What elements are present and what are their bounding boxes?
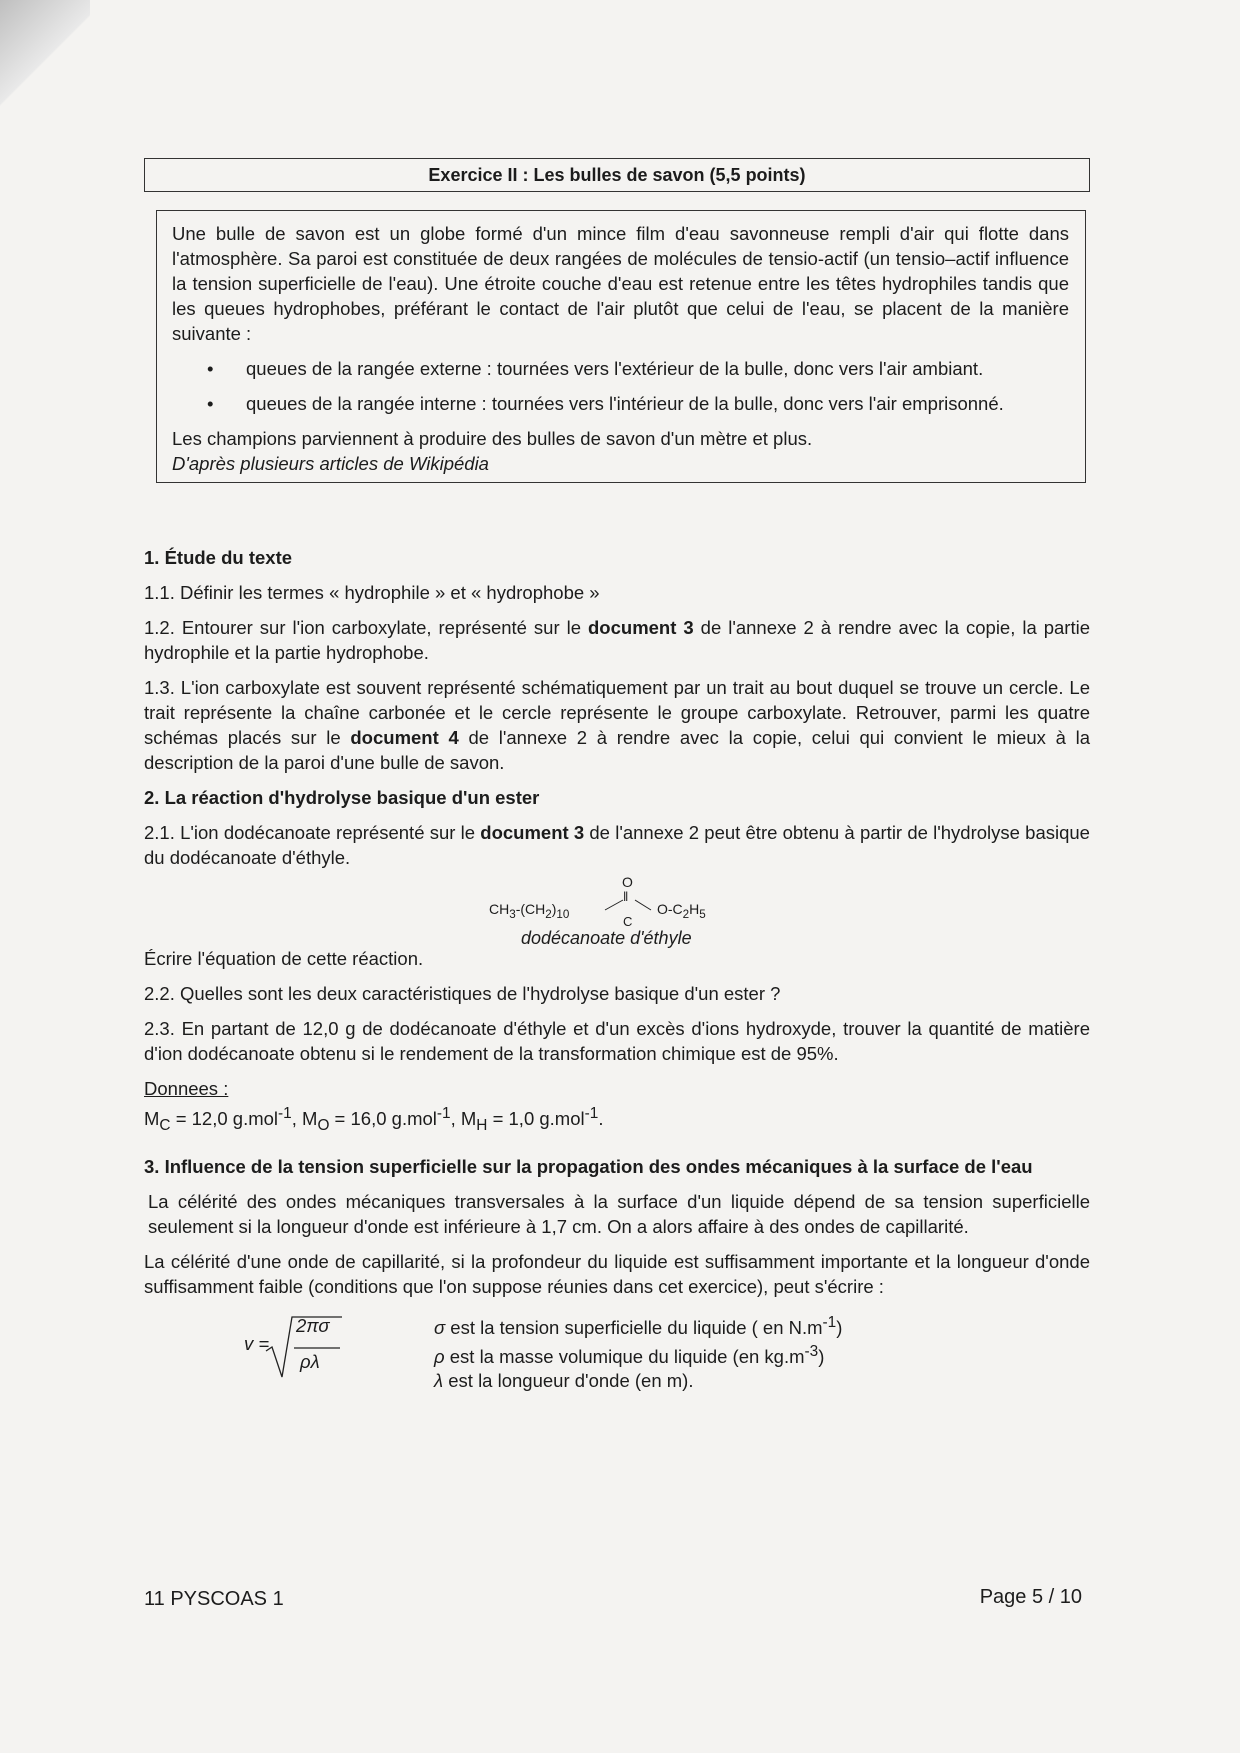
intro-bullet-2 [172, 391, 1069, 416]
page-fold-corner [0, 0, 90, 170]
formula-numerator: 2πσ [296, 1314, 330, 1336]
ester-carbon: ‖ C [623, 889, 633, 929]
ester-structure [489, 870, 729, 946]
question-2-3: 2.3. En partant de 12,0 g de dodécanoate d'éthyle et d'un excès d'ions hydroxyde, trouver la quantité de matière d'ion dodécanoate obtenu si le rendement de la transformation chimique est de 95%. [144, 1018, 1090, 1064]
question-1-3: 1.3. L'ion carboxylate est souvent représenté schématiquement par un trait au bout duquel se trouve un cercle. Le trait représente la chaîne carbonée et le cercle représente le groupe carboxylate. Retrouver, parmi les quatre schémas placés sur le document 4 de l'annexe 2 à rendre avec la copie, celui qui convient le mieux à la description de la paroi d'une bulle de savon. [144, 677, 1090, 773]
ester-oxygen: O [622, 874, 633, 890]
definition-sigma: σ est la tension superficielle du liquide ( en $N.m^{-1}$) [434, 1313, 843, 1338]
section-2-heading: 2. La réaction d'hydrolyse basique d'un ester [144, 787, 540, 808]
ester-caption: dodécanoate d'éthyle [521, 928, 692, 948]
section-3-heading: 3. Influence de la tension superficielle sur la propagation des ondes mécaniques à la surface de l'eau [144, 1155, 1033, 1177]
question-1-1: 1.1. Définir les termes « hydrophile » et « hydrophobe » [144, 582, 600, 603]
formula-definitions [434, 1311, 842, 1393]
exercise-title: Exercice II : Les bulles de savon (5,5 points) [144, 158, 1090, 192]
bullet-icon: • [207, 393, 214, 414]
bullet-icon: • [207, 358, 214, 379]
ester-formula-row [144, 870, 1090, 946]
intro-closing: Les champions parviennent à produire des bulles de savon d'un mètre et plus. [172, 428, 813, 449]
question-2-1: 2.1. L'ion dodécanoate représenté sur le document 3 de l'annexe 2 peut être obtenu à partir de l'hydrolyse basique du dodécanoate d'éthyle. [144, 822, 1090, 868]
formula-denominator: ρλ [300, 1350, 320, 1372]
section-3-paragraph-1: La célérité des ondes mécaniques transversales à la surface d'un liquide dépend de sa tension superficielle seulement si la longueur d'onde est inférieure à 1,7 cm. On a alors affaire à des ondes de capillarité. [148, 1190, 1090, 1237]
questions [144, 545, 1090, 1392]
intro-box [156, 210, 1086, 483]
bullet-text: queues de la rangée externe : tournées vers l'extérieur de la bulle, donc vers l'air ambiant. [246, 358, 984, 379]
ester-ethoxy-group: $O-C_2H_5$ [657, 901, 706, 921]
ester-alkyl-chain: $CH_3-(CH_2)_{10}$ [489, 901, 570, 921]
ester-bonds [601, 896, 671, 912]
intro-paragraph: Une bulle de savon est un globe formé d'un mince film d'eau savonneuse rempli d'air qui flotte dans l'atmosphère. Sa paroi est constituée de deux rangées de molécules de tensio-actif (un tensio–actif influence la tension superficielle de l'eau). Une étroite couche d'eau est retenue entre les têtes hydrophiles tandis que les queues hydrophobes, préférant le contact de l'air plutôt que celui de l'eau, se placent de la manière suivante : [172, 223, 1069, 344]
footer-page-number: Page 5 / 10 [979, 1586, 1082, 1608]
donnees-label: Donnees : [144, 1078, 229, 1099]
intro-bullet-1 [172, 356, 1069, 381]
donnees-values: $M_C = 12,0$ g.mol$^{-1}$, $M_O = 16,0$ g.mol$^{-1}$, $M_H = 1,0$ g.mol$^{-1}$. [144, 1105, 604, 1134]
definition-lambda: λ est la longueur d'onde (en m). [434, 1370, 694, 1392]
formula-v: v = [244, 1332, 270, 1354]
question-2-1-end: Écrire l'équation de cette réaction. [144, 948, 424, 969]
question-1-2: 1.2. Entourer sur l'ion carboxylate, représenté sur le document 3 de l'annexe 2 à rendre avec la copie, la partie hydrophile et la partie hydrophobe. [144, 617, 1090, 663]
section-3-paragraph-2: La célérité d'une onde de capillarité, si la profondeur du liquide est suffisamment importante et la longueur d'onde suffisamment faible (conditions que l'on suppose réunies dans cet exercice), peut s'écrire : [144, 1250, 1090, 1297]
celerity-formula [144, 1309, 1090, 1392]
bullet-text: queues de la rangée interne : tournées vers l'intérieur de la bulle, donc vers l'air emprisonné. [246, 393, 1004, 414]
section-1-heading: 1. Étude du texte [144, 547, 293, 568]
intro-source: D'après plusieurs articles de Wikipédia [172, 453, 489, 474]
definition-rho: ρ est la masse volumique du liquide (en $kg.m^{-3}$) [434, 1343, 825, 1368]
footer-code: 11 PYSCOAS 1 [144, 1588, 284, 1610]
question-2-2: 2.2. Quelles sont les deux caractéristiques de l'hydrolyse basique d'un ester ? [144, 983, 781, 1004]
